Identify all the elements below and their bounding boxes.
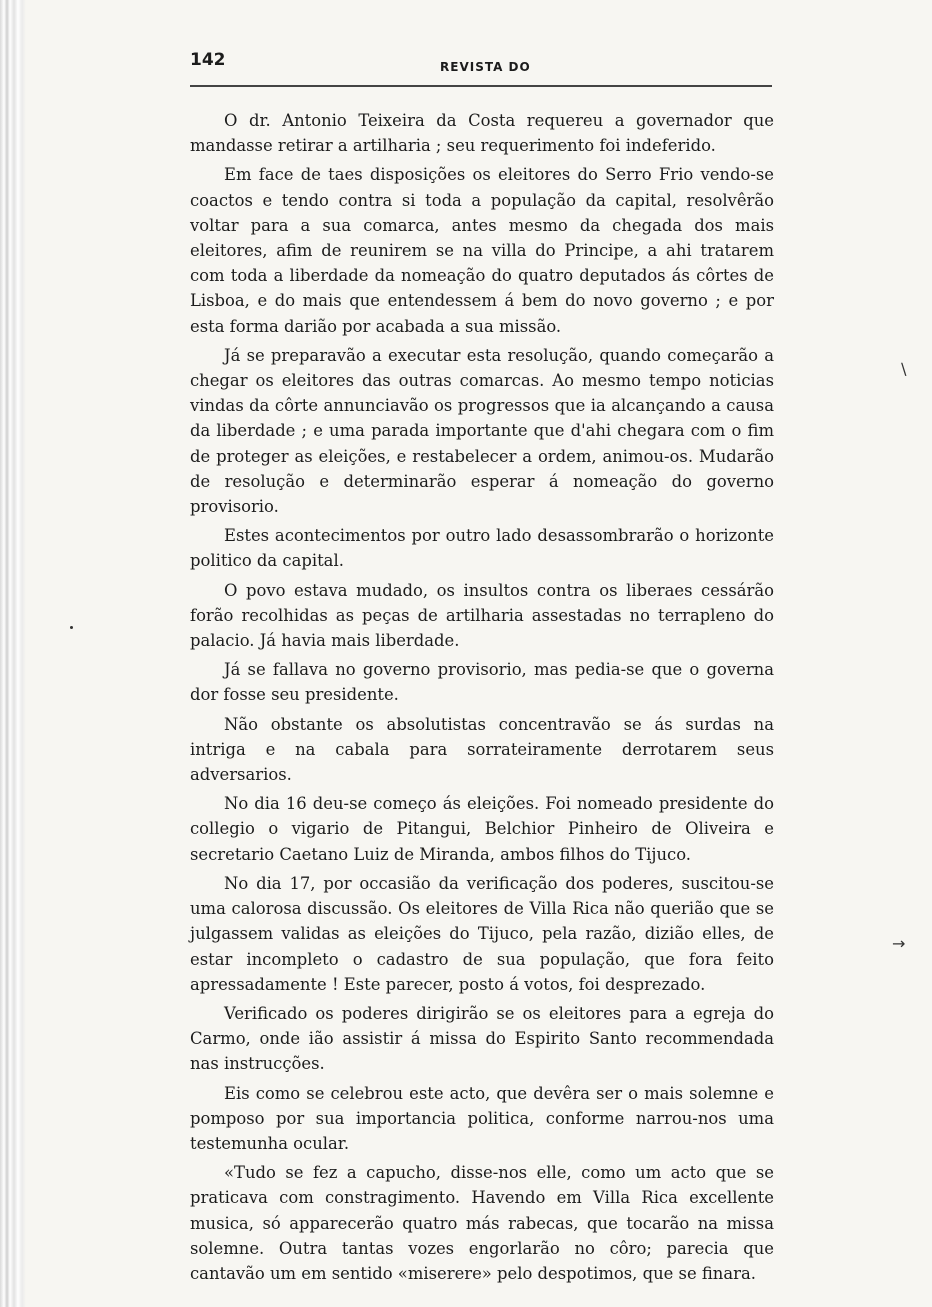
paragraph-10: Verificado os poderes dirigirão se os eleitores para a egreja do Carmo, onde ião assistir á missa do Espirito Santo recommendada nas instrucções. <box>190 1003 774 1074</box>
paragraph-12: «Tudo se fez a capucho, disse-nos elle, como um acto que se praticava com constragimento. Havendo em Villa Rica excellente musica, só apparecerão quatro más rabecas, que tocarão na missa solemne. Outra tantas vozes engorlarão no côro; parecia que cantavão um em sentido «miserere» pelo despotimos, que se finara. <box>190 1163 774 1283</box>
body-text <box>190 108 774 1290</box>
paragraph-6: Já se fallava no governo provisorio, mas pedia-se que o governa dor fosse seu presidente. <box>190 660 774 705</box>
paragraph-3: Já se preparavão a executar esta resolução, quando começarão a chegar os eleitores das outras comarcas. Ao mesmo tempo noticias vindas da côrte annunciavão os progressos que ia alcançando a causa da liberdade ; e uma parada importante que d'ahi chegara com o fim de proteger as eleições, e restabelecer a ordem, animou-os. Mudarão de resolução e determinarão esperar á nomeação do governo provisorio. <box>190 345 774 517</box>
paragraph-8: No dia 16 deu-se começo ás eleições. Foi nomeado presidente do collegio o vigario de Pitangui, Belchior Pinheiro de Oliveira e secretario Caetano Luiz de Miranda, ambos filhos do Tijuco. <box>190 794 774 864</box>
margin-mark-icon: ∖ <box>898 360 909 379</box>
running-title: REVISTA DO <box>440 60 531 74</box>
book-binding-edge <box>0 0 26 1307</box>
header-rule <box>190 85 772 87</box>
paragraph-7: Não obstante os absolutistas concentravão se ás surdas na intriga e na cabala para sorrateiramente derrotarem seus adversarios. <box>190 714 774 785</box>
paragraph-4: Estes acontecimentos por outro lado desassombrarão o horizonte politico da capital. <box>190 526 774 571</box>
paragraph-11: Eis como se celebrou este acto, que devêra ser o mais solemne e pomposo por sua importancia politica, conforme narrou-nos uma testemunha ocular. <box>190 1083 774 1153</box>
page-number: 142 <box>190 50 226 70</box>
speck-mark <box>70 626 73 629</box>
paragraph-2: Em face de taes disposições os eleitores do Serro Frio vendo-se coactos e tendo contra si toda a população da capital, resolvêrão voltar para a sua comarca, antes mesmo da chegada dos mais eleitores, afim de reunirem se na villa do Principe, a ahi tratarem com toda a liberdade da nomeação do quatro deputados ás côrtes de Lisboa, e do mais que entendessem á bem do novo governo ; e por esta forma darião por acabada a sua missão. <box>190 165 774 336</box>
paragraph-9: No dia 17, por occasião da verificação dos poderes, suscitou-se uma calorosa discussão. Os eleitores de Villa Rica não querião que se julgassem validas as eleições do Tijuco, pela razão, dizião elles, de estar incompleto o cadastro de sua população, que fora feito apressadamente ! Este parecer, posto á votos, foi desprezado. <box>190 873 774 994</box>
paragraph-1: O dr. Antonio Teixeira da Costa requereu a governador que mandasse retirar a artilharia ; seu requerimento foi indeferido. <box>190 111 774 156</box>
paragraph-5: O povo estava mudado, os insultos contra os liberaes cessárão forão recolhidas as peças de artilharia assestadas no terrapleno do palacio. Já havia mais liberdade. <box>190 580 774 651</box>
margin-mark-icon: → <box>892 934 906 953</box>
